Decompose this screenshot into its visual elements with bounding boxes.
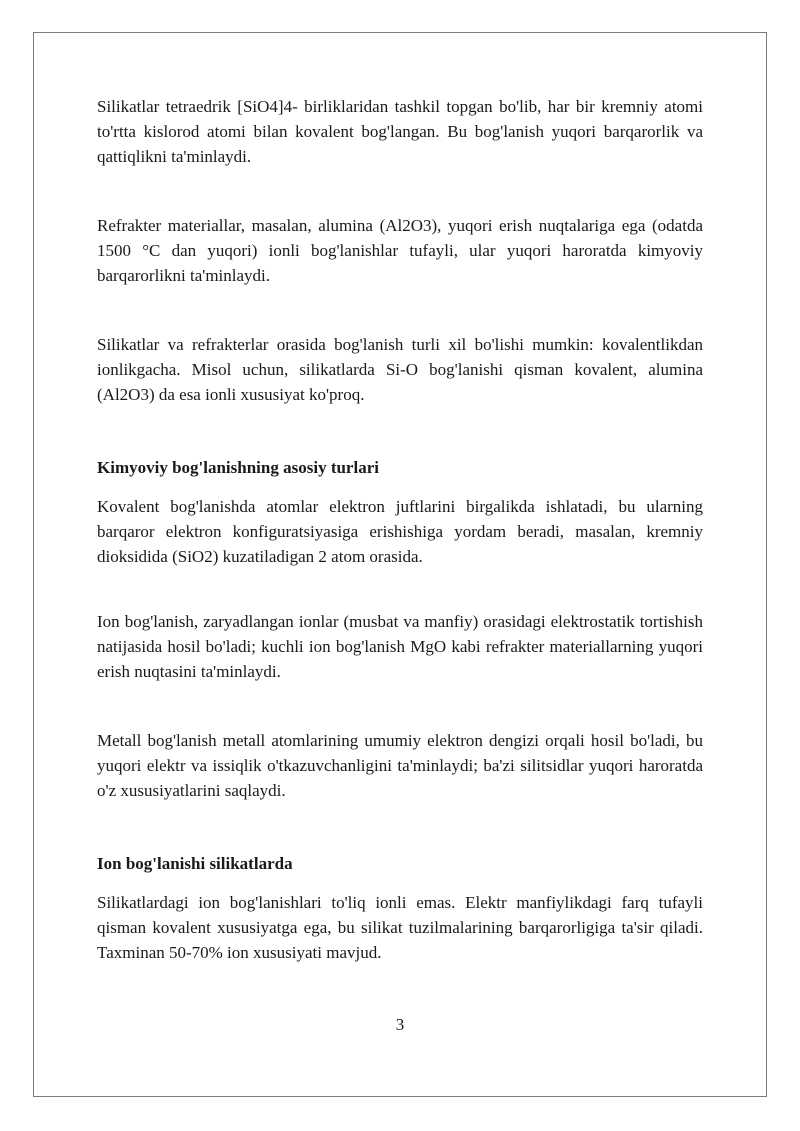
paragraph-covalent-bond: Kovalent bog'lanishda atomlar elektron juftlarini birgalikda ishlatadi, bu ularning barqaror elektron konfiguratsiyasiga erishishiga yordam beradi, masalan, kremniy dioksidida (SiO2) kuzatiladigan 2 atom orasida. bbox=[97, 497, 703, 566]
paragraph-ionic-bond: Ion bog'lanish, zaryadlangan ionlar (musbat va manfiy) orasidagi elektrostatik tortishish natijasida hosil bo'ladi; kuchli ion bog'lanish MgO kabi refrakter materiallarning yuqori erish nuqtasini ta'minlaydi. bbox=[97, 612, 703, 681]
heading-bond-types: Kimyoviy bog'lanishning asosiy turlari bbox=[97, 458, 379, 477]
paragraph-refractory-materials: Refrakter materiallar, masalan, alumina (Al2O3), yuqori erish nuqtalariga ega (odatda 1500 °C dan yuqori) ionli bog'lanishlar tufayli, ular yuqori haroratda kimyoviy barqarorlikni ta'minlaydi. bbox=[97, 216, 703, 285]
paragraph-metallic-bond: Metall bog'lanish metall atomlarining umumiy elektron dengizi orqali hosil bo'ladi, bu yuqori elektr va issiqlik o'tkazuvchanligini ta'minlaydi; ba'zi silitsidlar yuqori haroratda o'z xususiyatlarini saqlaydi. bbox=[97, 731, 703, 800]
heading-ionic-in-silicates: Ion bog'lanishi silikatlarda bbox=[97, 854, 293, 873]
page-body bbox=[97, 94, 703, 965]
paragraph-silicate-tetrahedra: Silikatlar tetraedrik [SiO4]4- birliklaridan tashkil topgan bo'lib, har bir kremniy atomi to'rtta kislorod atomi bilan kovalent bog'langan. Bu bog'lanish yuqori barqarorlik va qattiqlikni ta'minlaydi. bbox=[97, 97, 703, 166]
paragraph-ionic-character: Silikatlardagi ion bog'lanishlari to'liq ionli emas. Elektr manfiylikdagi farq tufayli qisman kovalent xususiyatga ega, bu silikat tuzilmalarining barqarorligiga ta'sir qiladi. Taxminan 50-70% ion xususiyati mavjud. bbox=[97, 893, 703, 962]
paragraph-bonding-range: Silikatlar va refrakterlar orasida bog'lanish turli xil bo'lishi mumkin: kovalentlikdan ionlikgacha. Misol uchun, silikatlarda Si-O bog'lanishi qisman kovalent, alumina (Al2O3) da esa ionli xususiyat ko'proq. bbox=[97, 335, 703, 404]
page-number: 3 bbox=[395, 1015, 405, 1034]
